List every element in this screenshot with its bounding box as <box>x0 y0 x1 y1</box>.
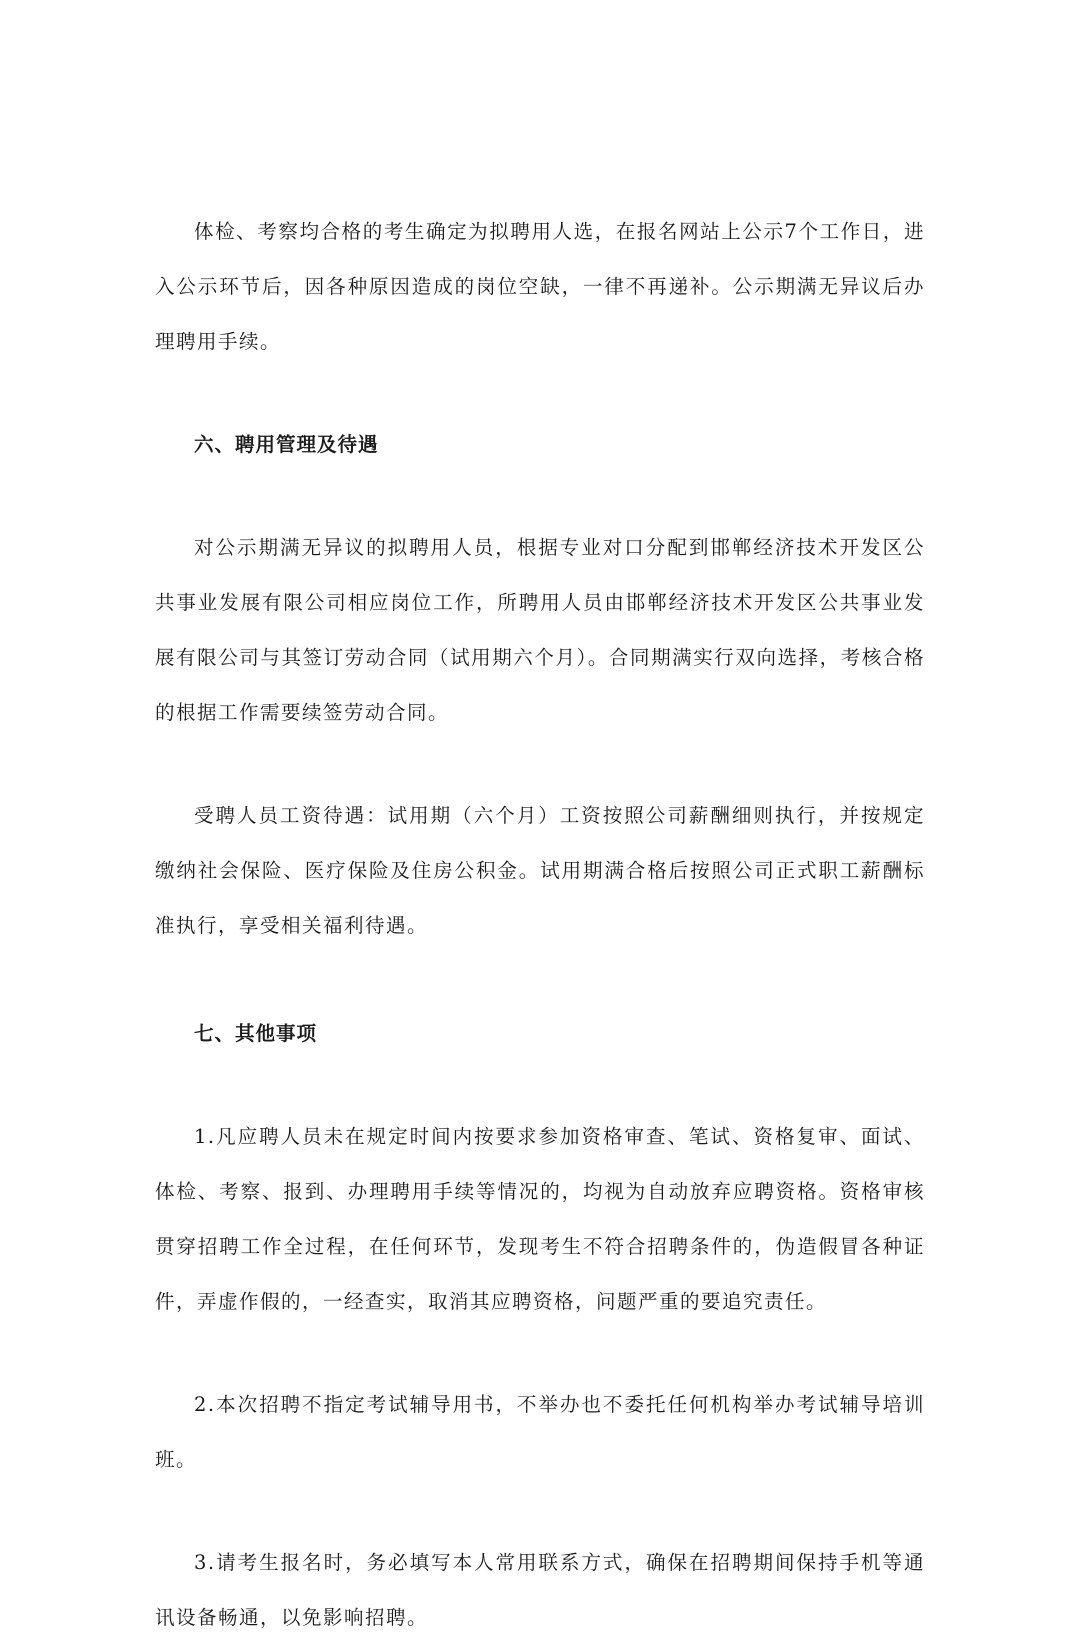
paragraph-publicity: 体检、考察均合格的考生确定为拟聘用人选，在报名网站上公示7个工作日，进入公示环节后，因各种原因造成的岗位空缺，一律不再递补。公示期满无异议后办理聘用手续。 <box>155 220 925 353</box>
paragraph-assignment: 对公示期满无异议的拟聘用人员，根据专业对口分配到邯郸经济技术开发区公共事业发展有限公司相应岗位工作，所聘用人员由邯郸经济技术开发区公共事业发展有限公司与其签订劳动合同（试用期六个月）。合同期满实行双向选择，考核合格的根据工作需要续签劳动合同。 <box>155 536 925 724</box>
paragraph-salary: 受聘人员工资待遇：试用期（六个月）工资按照公司薪酬细则执行，并按规定缴纳社会保险、医疗保险及住房公积金。试用期满合格后按照公司正式职工薪酬标准执行，享受相关福利待遇。 <box>155 804 925 937</box>
list-item-3: 3.请考生报名时，务必填写本人常用联系方式，确保在招聘期间保持手机等通讯设备畅通，以免影响招聘。 <box>155 1551 925 1629</box>
section-heading-other: 七、其他事项 <box>194 1022 318 1045</box>
list-item-2: 2.本次招聘不指定考试辅导用书，不举办也不委托任何机构举办考试辅导培训班。 <box>155 1393 925 1471</box>
section-heading-employment: 六、聘用管理及待遇 <box>194 433 379 456</box>
list-item-1: 1.凡应聘人员未在规定时间内按要求参加资格审查、笔试、资格复审、面试、体检、考察、报到、办理聘用手续等情况的，均视为自动放弃应聘资格。资格审核贯穿招聘工作全过程，在任何环节，发现考生不符合招聘条件的，伪造假冒各种证件，弄虚作假的，一经查实，取消其应聘资格，问题严重的要追究责任。 <box>155 1125 925 1313</box>
